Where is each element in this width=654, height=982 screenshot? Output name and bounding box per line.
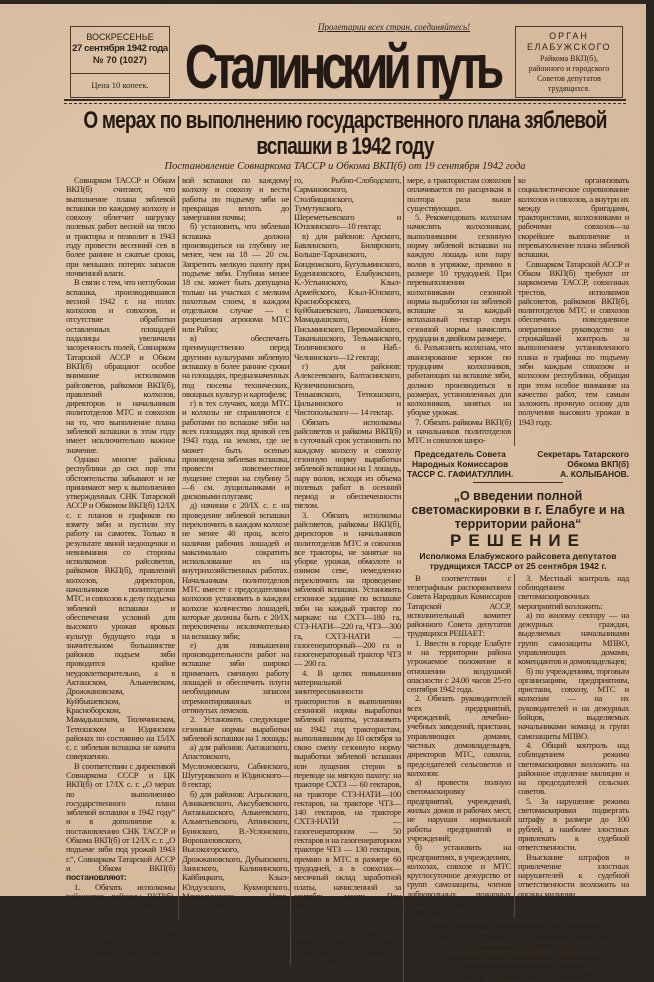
paragraph: 1. Обязать исполкомы райсоветов, райкомы ВКП(б), правления колхозов, директоров и начальников политотделов МТС и совхозов: xyxy=(66,881,175,929)
paragraph: Обязать исполкомы райсоветов и райкомы ВКП(б) в суточный срок установить по каждому колхозу и совхозу сезонную норму выработки зяблевой вспашки на 1 лошадь, пару волов, исходя из объема полевых работ в осенний период и обеспеченности тяглом. xyxy=(294,416,401,511)
paragraph: го, Рыбно-Слободского, Сармановского, Столбищинского, Тумутукского, Шереметьевского и Ютазинского—10 гектар; xyxy=(294,175,401,232)
organ-info-box xyxy=(515,26,623,98)
paragraph: 3. Местный контроль над соблюдением светомаскировочных мероприятий возложить: xyxy=(518,572,629,611)
organ-line: Советов депутатов xyxy=(537,73,601,83)
paragraph: 2. Обязать руководителей всех предприятий, учреждений, лечебно-учебных заведений, пристани, управляющих домами, частных домовладельцев, директоров МТС, совхоза, председателей сельсоветов и колхозов: xyxy=(407,693,511,778)
issue-date: 27 сентября 1942 года xyxy=(72,43,168,55)
paragraph: 1. Ввести в городе Елабуге и на территории района угрожаемое положение в отношении воздушной опасности с 24.00 часов 25-го сентября 1942 года. xyxy=(407,637,511,695)
paragraph: б) по учреждениям, торговым организациям, предприятиям, пристани, совхозу, МТС и колхозам — на их руководителей и на дежурных бойцов, выделяемых начальниками команд и групп самозащиты МПВО. xyxy=(518,665,629,741)
signature-executive-chairman: Председатель Исполнительного Комитета Елабужского Районного Совета депутатов трудящихся В. МИНГАЗОВ. xyxy=(429,921,607,952)
paragraph: Совнарком Татарской АССР и Обком ВКП(б) требуют от наркомзема ТАССР, совхозных трестов, исполкомов райсоветов, райкомов ВКП(б), политотделов МТС и совхозов обеспечить повседневное оперативное руководство и строжайший контроль за выполнением установленного плана и графика по подъему зяби каждым совхозом и колхозом республики, обращая при этом особое внимание на качество работ, тем самым заложить прочную основу для получения высокого урожая в 1943 году. xyxy=(518,258,629,427)
paragraph: а) обеспечить выполнение установленного государственного плана зябле- xyxy=(66,928,175,957)
article1-signatures xyxy=(407,449,629,479)
separator-rule xyxy=(473,482,563,483)
paragraph: 4. Общий контроль над соблюдением режима светомаскировки возложить на районное отделение милиции и на председателей сельских советов. xyxy=(518,739,629,797)
article-column xyxy=(178,176,289,920)
masthead-rule xyxy=(64,99,626,101)
article-column xyxy=(514,176,629,446)
article-column xyxy=(407,176,514,446)
paragraph: б) для районов: Агрызского, Азнакаевского, Аксубаевского, Актанышского, Алькеевского, Альметьевского, Атнинского, Буинского, В.-Услонского, Ворошиловского, Высокогорского, Дрожжановского, Дубъязского, Заинского, Калининского, Кайбицкого, Кзыл-Юлдузского, Кукморского, Мензелинского, Ново-Шешминского, Нурлатского, Октябрьского, Пестречинско- xyxy=(182,788,289,920)
keyword: постановляют: xyxy=(66,872,127,883)
article1-right-columns xyxy=(407,176,629,446)
paragraph: г) для районов: Алексеевского, Балтасинского, Кузнечихинского, Теньковского, Тетюшского, Цильнинского и Чистопольского — 14 гектар. xyxy=(294,360,401,418)
paragraph: в) обеспечить преимущественно перед другими культурами зяблевую вспашку в более ранние сроки на площадях, предназначенных под посевы технических, овощных культур и картофеля; xyxy=(182,333,289,399)
organ-line: районного и городского xyxy=(528,63,610,73)
article2-columns xyxy=(407,574,629,918)
paragraph: б) установить на предприятиях, в учреждениях, колхозах, совхозе и МТС круглосуточное дежурство от групп самозащиты, членов добровольных пожарных дружин, бригадиров и актива колхозов и т. д. xyxy=(407,842,511,918)
paragraph: В соответствии с директивой Совнаркома СССР и ЦК ВКП(б) от 17/IX с. г. „О мерах по выполнению государственного плана зяблевой вспашки в 1942 году“ и в дополнение к постановлению СНК ТАССР и Обкома ВКП(б) от 12/IX с. г. „О подъеме зяби под урожай 1943 г.“, Совнарком Татарской АССР и Обком ВКП(б) постановляют: xyxy=(66,760,175,883)
paragraph: В связи с тем, что неглубокая вспашка, производившаяся весной 1942 г. на полях колхозов и совхозов, и отсутствие обработки оставленных площадей падалицы увеличили засоренность полей, Совнарком Татарской АССР и Обком ВКП(б) обращают особое внимание исполкомов райсоветов, райкомов ВКП(б), правлений колхозов, директоров и начальников политотделов МТС и совхозов на то, что выполнение плана зяблевой вспашки в этом году имеет исключительно важное значение. xyxy=(66,277,175,455)
paragraph: 7. Обязать райкомы ВКП(б) и начальников политотделов МТС и совхозов широ- xyxy=(407,416,511,446)
paragraph: Однако многие районы республики до сих пор эти обстоятельства забывают и не принимают мер к выполнению утвержденных СНК Татарской АССР и Обкомом ВКП(б) 12/IX с. г. планов и графиков по взмету зяби и пустили эту работу на самотек. Только в результате явной недооценки и невнимания со стороны исполкомов райсоветов, райкомов ВКП(б), правлений колхозов, директоров, начальников политотделов МТС и совхозов к делу подъема зяблевой вспашки и обеспечения условий для высокого урожая яровых культур будущего года в значительном большинстве районов подъем зяби проводится крайне неудовлетворительно, а в Акташском, Алькеевском, Дрожжановском, Куйбышевском, Красноборском, Мамадышском, Тюлячинском, Тетюшском и Юдинском районах по состоянию на 15/IX с. г. зяблевая вспашка не начата совершенно. xyxy=(66,453,175,762)
paragraph: 5. За нарушение режима светомаскировки подвергать штрафу в размере до 100 рублей, а наиболее злостных привлекать к судебной ответственности. xyxy=(518,795,629,853)
issue-day: ВОСКРЕСЕНЬЕ xyxy=(86,32,154,42)
organ-line: ЕЛАБУЖСКОГО xyxy=(526,42,612,53)
right-area xyxy=(403,176,629,982)
issue-price: Цена 10 копеек. xyxy=(91,80,149,90)
paragraph: а) по жилому сектору — на дежурных граждан, выделяемых начальниками групп самозащиты МПВО, управляющих домами, комендантов и домовладельцев; xyxy=(518,609,629,667)
paragraph: ко организовать социалистическое соревнование колхозов и совхозов, а внутри их между бригадами, трактористами, колхозниками и рабочими совхозов—за скорейшее выполнение и перевыполнение плана зяблевой вспашки. xyxy=(518,175,629,260)
paragraph: Совнарком ТАССР и Обком ВКП(б) считают, что выполнение плана зяблевой вспашки по каждому колхозу и совхозу облегчит нагрузку полевых работ весной на тягло и тракторы и позволит в 1943 году провести весенний сев в более ранние и сжатые сроки, при меньших потерях запасов почвенной влаги. xyxy=(66,175,175,278)
organ-line: трудящихся. xyxy=(547,83,591,93)
paragraph: 2. Установить следующие сезонные нормы выработки зяблевой вспашки на 1 лошадь: xyxy=(182,714,289,743)
paragraph: вой вспашки по каждому колхозу и совхозу и вести работы по подъему зяби не прекращая вплоть до замерзания почвы; xyxy=(182,175,289,223)
article-column xyxy=(407,574,514,918)
masthead-motto: Пролетарии всех стран, соединяйтесь! xyxy=(318,22,471,32)
article-subtitle: Постановление Совнаркома ТАССР и Обкома ВКП(б) от 19 сентября 1942 года xyxy=(164,161,526,172)
issue-number: № 70 (1027) xyxy=(71,55,169,74)
paragraph: б) установить, что зяблевая вспашка должна производиться на глубину не менее, чем на 18 — 20 см. Запретить мелкую пахоту при подъеме зяби. Глубина менее 18 см. может быть допущена только на участках с мелким пахотным слоем, в каждом отдельном случае — с разрешения агронома МТС или Райзо; xyxy=(182,221,289,334)
paragraph: в) для районов: Арского, Бавлинского, Билярского, Больше-Тарханского, Бондюжского, Бугульминского, Буденновского, Елабужского, К.-Устьинского, Кзыл-Армейского, Кзыл-Юлского, Красноборского, Куйбышевского, Лаишевского, Мамадышского, Ново-Письминского, Первомайского, Таканышского, Тельманского, Тюлячинского и Наб.-Челнинского—12 гектар; xyxy=(294,230,401,362)
article-column xyxy=(514,574,629,918)
paragraph: Взыскание штрафов и привлечение злостных нарушителей к судебной ответственности возложить на органы милиции. xyxy=(518,851,629,899)
article-column xyxy=(66,176,175,957)
paragraph: В соответствии с телеграфным распоряжением Совета Народных Комиссаров Татарской АССР, исполнительный комитет районного Совета депутатов трудящихся РЕШАЕТ: xyxy=(407,572,511,639)
paragraph: мере, а трактористам совхозов оплачивается по расценкам в полтора раза выше существующих. xyxy=(407,175,511,213)
signature-secretary: Секретарь Татарского Обкома ВКП(б) А. КОЛЫБАНОВ. xyxy=(537,448,629,479)
paragraph: д) начиная с 20/IX с. г. на проведение зяблевой вспашки переключить в каждом колхозе не менее 40 проц. всего наличия рабочих лошадей и максимально сократить использование их на внутрихозяйственных работах. Начальникам политотделов МТС вместе с председателями колхозов установить в каждом колхозе количество лошадей, которые должны быть с 20/IX переключены исключительно на вспашку зяби; xyxy=(182,500,289,641)
paragraph: е) для повышения производительности работ на вспашке зяби широко применить сменную работу лошадей и обеспечить плуги необходимым запасом отремонтированных и оттянутых лемехов. xyxy=(182,639,289,715)
paragraph: 5. Рекомендовать колхозам начислять колхозникам, выполнившим сезонную норму зяблевой вспашки на каждую лошадь или пару волов в упряжке, премию в размере 10 трудодней. При перевыполнении колхозниками сезонной нормы выработки на зяблевой вспашке за каждый вспаханный гектар сверх сезонной нормы начислять трудодни в двойном размере. xyxy=(407,212,511,344)
decision-headline: „О введении полной светомаскировки в г. Елабуге и на территории района“ xyxy=(411,488,625,531)
paragraph: 3. Обязать исполкомы райсоветов, райкомы ВКП(б), директоров и начальников политотделов МТС и совхозов все тракторы, не занятые на уборке урожая, обмолоте и озимом севе, немедленно переключить на проведение зяблевой вспашки. Установить сезонное задание по вспашке зяби на каждый трактор по маркам: на СХТЗ—180 га, СТЗ-НАТИ—220 га, ЧТЗ—300 га, СХТЗ-НАТИ — газогенераторный—200 га и газогенераторный трактор ЧТЗ — 200 га. xyxy=(294,509,401,669)
article-column xyxy=(290,176,401,966)
signature-executive-secretary: Секретарь Исполнительного Комитета Елабужского Районного Совета депутатов трудящихся Ф. ТИХОНОВ. xyxy=(437,951,599,982)
masthead-rule xyxy=(64,103,626,104)
article-headline: О мерах по выполнению государственного плана зяблевой xyxy=(83,108,607,135)
organ-line: ОРГАН xyxy=(549,31,589,41)
paragraph: а) для районов: Акташского, Апастовского, Муслюмовского, Сабинского, Шугуровского и Юдинского—8 гектар; xyxy=(182,742,289,790)
issue-info-box xyxy=(70,26,170,98)
organ-line: Райкома ВКП(б), xyxy=(539,53,598,63)
newspaper-title xyxy=(182,30,502,102)
paragraph: 6. Разъяснить колхозам, что авансирование зерном по трудодням колхозников, работающих на вспашке зяби, должно производиться в размерах, установленных для колхозников, занятых на уборке урожая. xyxy=(407,342,511,418)
paragraph: г) в тех случаях, когда МТС и колхозы не справляются с работами по вспашке зяби на всех площадях под яровой сев 1943 года, на землях, где не может быть осенью произведена зяблевая вспашка, провести повсеместное лущение стерни на глубину 5—6 см. лущильниками и дисковыми плугами; xyxy=(182,398,289,502)
decision-title: РЕШЕНИЕ xyxy=(450,530,586,550)
paragraph: 4. В целях повышения материальной заинтересованности трактористов в выполнении сезонной нормы выработки зяблевой пахоты, установить на 1942 год трактористам, выполнившим до 10 октября за свою смену сезонную норму выработки зяблевой вспашки или лущения стерни в переводе на мягкую пахоту: на тракторе СХТЗ — 60 гектаров, на тракторе СТЗ-НАТИ—100 гектаров, на тракторе ЧТЗ—140 гектаров, на тракторе СХТЗ-НАТИ — газогенераторном — 50 гектаров и на газогенераторном тракторе ЧТЗ — 130 гектаров, премию в МТС в размере 60 трудодней, а в совхозах—месячный оклад заработной платы, начисленной за сентябрь месяц. При перевыполнении установленной выше сезонной нормы выработки за каждый вспаханный гектар зяби сверх нормы трактористам МТС начисляются трудодни в полуторном раз- xyxy=(294,667,401,966)
newspaper-title-text: Сталинский путь xyxy=(184,31,500,102)
paragraph: а) провести полную светомаскировку предприятий, учреждений, жилых домов и рабочих мест, не нарушая нормальной работы предприятий и учреждений; xyxy=(407,777,511,843)
article-headline: вспашки в 1942 году xyxy=(256,134,434,161)
decision-subtitle: Исполкома Елабужского райсовета депутатов трудящихся ТАССР от 25 сентября 1942 г. xyxy=(419,550,617,571)
signature-chairman: Председатель Совета Народных Комиссаров ТАССР С. ГАФИАТУЛЛИН. xyxy=(407,448,514,479)
